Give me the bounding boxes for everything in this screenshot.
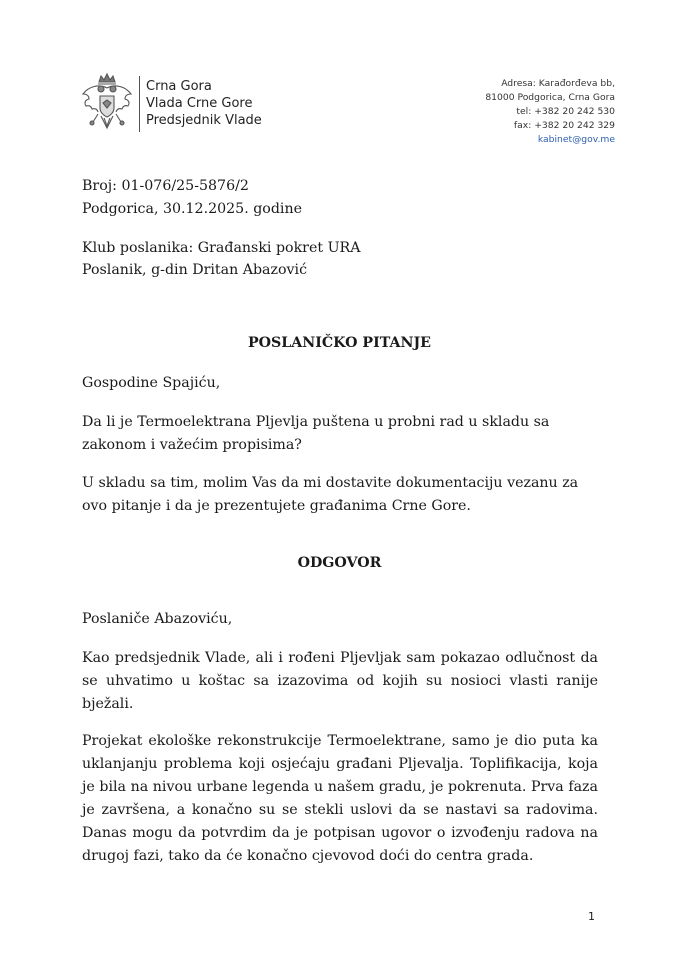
question-salutation: Gospodine Spajiću, (82, 375, 221, 391)
coat-of-arms-icon (79, 72, 135, 134)
email-link[interactable]: kabinet@gov.me (537, 134, 615, 145)
answer-paragraph: Kao predsjednik Vlade, ali i rođeni Pljevljak sam pokazao odlučnost da se uhvatimo u koštac sa izazovima od kojih su nosioci vlasti ranije bježali. (82, 650, 598, 712)
question-paragraph: U skladu sa tim, molim Vas da mi dostavite dokumentaciju vezanu za ovo pitanje i da je prezentujete građanima Crne Gore. (82, 475, 579, 514)
organization-block (146, 78, 262, 129)
org-government: Vlada Crne Gore (146, 96, 253, 111)
question-title: POSLANIČKO PITANJE (248, 335, 431, 351)
page-number: 1 (588, 910, 595, 923)
fax: fax: +382 20 242 329 (513, 120, 615, 131)
letterhead-divider (139, 76, 140, 132)
telephone: tel: +382 20 242 530 (516, 106, 615, 117)
org-country: Crna Gora (146, 79, 212, 94)
contact-block (485, 77, 615, 147)
address-line-1: Adresa: Karađorđeva bb, (501, 78, 615, 89)
answer-salutation: Poslaniče Abazoviću, (82, 611, 233, 627)
answer-title: ODGOVOR (297, 555, 382, 571)
org-office: Predsjednik Vlade (146, 113, 262, 128)
place-date: Podgorica, 30.12.2025. godine (82, 201, 302, 217)
answer-paragraph: Projekat ekološke rekonstrukcije Termoelektrane, samo je dio puta ka uklanjanju problema koji osjećaju građani Pljevalja. Toplifikacija, koja je bila na nivou urbane legenda u našem gradu, je pokrenuta. Prva faza je završena, a konačno su se stekli uslovi da se nastavi sa radovima. Danas mogu da potvrdim da je potpisan ugovor o izvođenju radova na drugoj fazi, tako da će konačno cjevovod doći do centra grada. (82, 733, 598, 864)
reference-number: Broj: 01-076/25-5876/2 (82, 178, 249, 194)
recipient-mp: Poslanik, g-din Dritan Abazović (82, 262, 308, 278)
recipient-club: Klub poslanika: Građanski pokret URA (82, 240, 361, 256)
question-paragraph: Da li je Termoelektrana Pljevlja puštena u probni rad u skladu sa zakonom i važećim propisima? (82, 414, 550, 453)
address-line-2: 81000 Podgorica, Crna Gora (485, 92, 615, 103)
